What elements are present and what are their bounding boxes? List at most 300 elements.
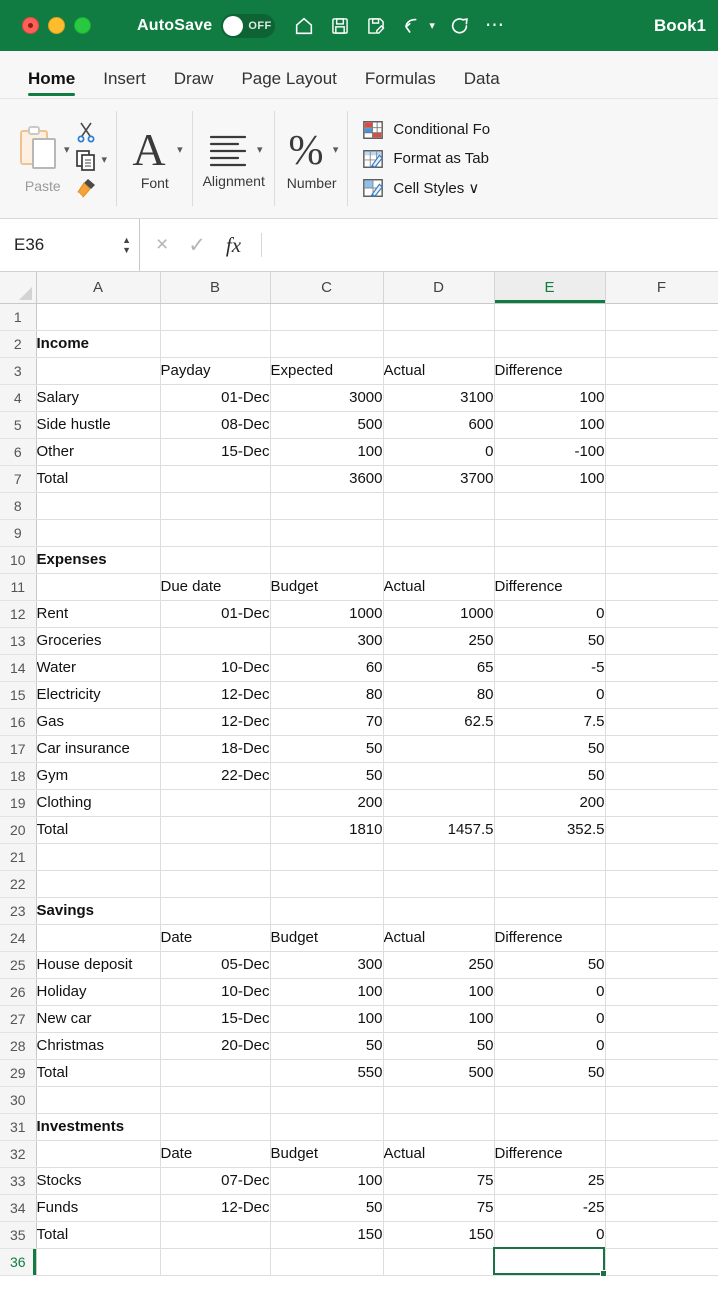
cell-B36[interactable] (160, 1248, 270, 1275)
cell-D26[interactable]: 100 (383, 978, 494, 1005)
cell-D21[interactable] (383, 843, 494, 870)
cell-C19[interactable]: 200 (270, 789, 383, 816)
cell-A29[interactable]: Total (36, 1059, 160, 1086)
row-header-24[interactable]: 24 (0, 924, 36, 951)
cell-C14[interactable]: 60 (270, 654, 383, 681)
cell-F11[interactable] (605, 573, 718, 600)
cell-A16[interactable]: Gas (36, 708, 160, 735)
cell-B15[interactable]: 12-Dec (160, 681, 270, 708)
cell-C30[interactable] (270, 1086, 383, 1113)
cell-B27[interactable]: 15-Dec (160, 1005, 270, 1032)
cell-C20[interactable]: 1810 (270, 816, 383, 843)
row-header-2[interactable]: 2 (0, 330, 36, 357)
cell-E16[interactable]: 7.5 (494, 708, 605, 735)
cell-C16[interactable]: 70 (270, 708, 383, 735)
cell-A21[interactable] (36, 843, 160, 870)
cell-A4[interactable]: Salary (36, 384, 160, 411)
cell-F27[interactable] (605, 1005, 718, 1032)
column-header-f[interactable]: F (605, 272, 718, 303)
cell-C34[interactable]: 50 (270, 1194, 383, 1221)
cell-E17[interactable]: 50 (494, 735, 605, 762)
cell-E8[interactable] (494, 492, 605, 519)
cell-B3[interactable]: Payday (160, 357, 270, 384)
cell-C15[interactable]: 80 (270, 681, 383, 708)
format-as-table-button[interactable] (362, 148, 489, 170)
cell-E23[interactable] (494, 897, 605, 924)
cell-D32[interactable]: Actual (383, 1140, 494, 1167)
cell-F30[interactable] (605, 1086, 718, 1113)
tab-page-layout[interactable]: Page Layout (241, 69, 337, 88)
cell-B14[interactable]: 10-Dec (160, 654, 270, 681)
cell-C26[interactable]: 100 (270, 978, 383, 1005)
cell-C11[interactable]: Budget (270, 573, 383, 600)
cell-A36[interactable] (36, 1248, 160, 1275)
cell-E34[interactable]: -25 (494, 1194, 605, 1221)
cell-E7[interactable]: 100 (494, 465, 605, 492)
row-header-14[interactable]: 14 (0, 654, 36, 681)
cell-B8[interactable] (160, 492, 270, 519)
cell-B6[interactable]: 15-Dec (160, 438, 270, 465)
cell-B35[interactable] (160, 1221, 270, 1248)
cell-B13[interactable] (160, 627, 270, 654)
row-header-21[interactable]: 21 (0, 843, 36, 870)
cell-D25[interactable]: 250 (383, 951, 494, 978)
row-header-13[interactable]: 13 (0, 627, 36, 654)
undo-dropdown-chevron-icon[interactable]: ▾ (429, 20, 435, 32)
cell-C17[interactable]: 50 (270, 735, 383, 762)
cell-C21[interactable] (270, 843, 383, 870)
cell-F8[interactable] (605, 492, 718, 519)
cell-D7[interactable]: 3700 (383, 465, 494, 492)
cell-F12[interactable] (605, 600, 718, 627)
cell-F18[interactable] (605, 762, 718, 789)
cell-E31[interactable] (494, 1113, 605, 1140)
row-header-4[interactable]: 4 (0, 384, 36, 411)
cell-B29[interactable] (160, 1059, 270, 1086)
cell-F25[interactable] (605, 951, 718, 978)
cell-F28[interactable] (605, 1032, 718, 1059)
name-box-spinner[interactable] (122, 236, 131, 254)
cell-A35[interactable]: Total (36, 1221, 160, 1248)
font-dropdown-chevron-icon[interactable]: ▾ (177, 144, 183, 156)
cell-B7[interactable] (160, 465, 270, 492)
cell-E6[interactable]: -100 (494, 438, 605, 465)
cell-C22[interactable] (270, 870, 383, 897)
cell-D17[interactable] (383, 735, 494, 762)
cell-D19[interactable] (383, 789, 494, 816)
paste-button[interactable] (16, 124, 70, 194)
autosave-toggle[interactable] (221, 14, 275, 38)
cell-A24[interactable] (36, 924, 160, 951)
column-header-e[interactable]: E (494, 272, 605, 303)
cell-B2[interactable] (160, 330, 270, 357)
cell-F7[interactable] (605, 465, 718, 492)
cell-C18[interactable]: 50 (270, 762, 383, 789)
autosave-control[interactable] (137, 14, 275, 38)
cell-E2[interactable] (494, 330, 605, 357)
row-header-15[interactable]: 15 (0, 681, 36, 708)
row-header-35[interactable]: 35 (0, 1221, 36, 1248)
cell-A14[interactable]: Water (36, 654, 160, 681)
undo-icon[interactable] (401, 15, 423, 37)
copy-button[interactable] (74, 148, 108, 172)
cell-E10[interactable] (494, 546, 605, 573)
tab-insert[interactable]: Insert (103, 69, 146, 88)
cell-F26[interactable] (605, 978, 718, 1005)
cell-E14[interactable]: -5 (494, 654, 605, 681)
cell-D12[interactable]: 1000 (383, 600, 494, 627)
cell-F14[interactable] (605, 654, 718, 681)
cell-F34[interactable] (605, 1194, 718, 1221)
cell-F24[interactable] (605, 924, 718, 951)
cell-D4[interactable]: 3100 (383, 384, 494, 411)
column-header-a[interactable]: A (36, 272, 160, 303)
cell-E32[interactable]: Difference (494, 1140, 605, 1167)
cell-A2[interactable]: Income (36, 330, 160, 357)
cell-D22[interactable] (383, 870, 494, 897)
cell-C32[interactable]: Budget (270, 1140, 383, 1167)
cell-A15[interactable]: Electricity (36, 681, 160, 708)
format-painter-button[interactable] (74, 176, 98, 200)
cell-B17[interactable]: 18-Dec (160, 735, 270, 762)
cell-B21[interactable] (160, 843, 270, 870)
row-header-23[interactable]: 23 (0, 897, 36, 924)
cell-C1[interactable] (270, 303, 383, 330)
cell-B4[interactable]: 01-Dec (160, 384, 270, 411)
cell-E24[interactable]: Difference (494, 924, 605, 951)
cell-A7[interactable]: Total (36, 465, 160, 492)
cell-A25[interactable]: House deposit (36, 951, 160, 978)
cell-B24[interactable]: Date (160, 924, 270, 951)
cell-C25[interactable]: 300 (270, 951, 383, 978)
cell-C8[interactable] (270, 492, 383, 519)
cell-A1[interactable] (36, 303, 160, 330)
cell-B26[interactable]: 10-Dec (160, 978, 270, 1005)
cell-E3[interactable]: Difference (494, 357, 605, 384)
name-box[interactable] (0, 219, 140, 271)
cell-C4[interactable]: 3000 (270, 384, 383, 411)
cell-B1[interactable] (160, 303, 270, 330)
cell-A12[interactable]: Rent (36, 600, 160, 627)
cell-B28[interactable]: 20-Dec (160, 1032, 270, 1059)
cell-D5[interactable]: 600 (383, 411, 494, 438)
cell-F17[interactable] (605, 735, 718, 762)
cell-A26[interactable]: Holiday (36, 978, 160, 1005)
conditional-formatting-button[interactable] (362, 119, 490, 141)
cell-F35[interactable] (605, 1221, 718, 1248)
cell-F4[interactable] (605, 384, 718, 411)
cell-A18[interactable]: Gym (36, 762, 160, 789)
cell-C10[interactable] (270, 546, 383, 573)
cell-A22[interactable] (36, 870, 160, 897)
row-header-26[interactable]: 26 (0, 978, 36, 1005)
save-as-icon[interactable] (365, 15, 387, 37)
spinner-up-icon[interactable]: ▲ (122, 235, 131, 245)
row-header-33[interactable]: 33 (0, 1167, 36, 1194)
cell-C29[interactable]: 550 (270, 1059, 383, 1086)
cell-B33[interactable]: 07-Dec (160, 1167, 270, 1194)
cell-B5[interactable]: 08-Dec (160, 411, 270, 438)
cell-A32[interactable] (36, 1140, 160, 1167)
cell-D27[interactable]: 100 (383, 1005, 494, 1032)
cell-B31[interactable] (160, 1113, 270, 1140)
cell-E11[interactable]: Difference (494, 573, 605, 600)
cell-C35[interactable]: 150 (270, 1221, 383, 1248)
row-header-36[interactable]: 36 (0, 1248, 36, 1275)
cell-F6[interactable] (605, 438, 718, 465)
cell-D33[interactable]: 75 (383, 1167, 494, 1194)
cell-E1[interactable] (494, 303, 605, 330)
cell-D35[interactable]: 150 (383, 1221, 494, 1248)
cell-C3[interactable]: Expected (270, 357, 383, 384)
cell-E25[interactable]: 50 (494, 951, 605, 978)
cell-F10[interactable] (605, 546, 718, 573)
home-icon[interactable] (293, 15, 315, 37)
row-header-9[interactable]: 9 (0, 519, 36, 546)
cell-B25[interactable]: 05-Dec (160, 951, 270, 978)
cell-E9[interactable] (494, 519, 605, 546)
row-header-30[interactable]: 30 (0, 1086, 36, 1113)
cell-B19[interactable] (160, 789, 270, 816)
row-header-28[interactable]: 28 (0, 1032, 36, 1059)
cell-E12[interactable]: 0 (494, 600, 605, 627)
tab-home[interactable]: Home (14, 69, 89, 98)
cell-styles-button[interactable] (362, 177, 479, 199)
cell-D29[interactable]: 500 (383, 1059, 494, 1086)
paste-dropdown-chevron-icon[interactable]: ▾ (64, 144, 70, 156)
cell-C36[interactable] (270, 1248, 383, 1275)
cell-D28[interactable]: 50 (383, 1032, 494, 1059)
cell-C24[interactable]: Budget (270, 924, 383, 951)
cell-D24[interactable]: Actual (383, 924, 494, 951)
cancel-entry-icon[interactable]: × (156, 233, 169, 256)
column-header-c[interactable]: C (270, 272, 383, 303)
cell-E29[interactable]: 50 (494, 1059, 605, 1086)
cell-A20[interactable]: Total (36, 816, 160, 843)
cell-F31[interactable] (605, 1113, 718, 1140)
font-group[interactable] (117, 99, 193, 218)
cell-D2[interactable] (383, 330, 494, 357)
cell-E22[interactable] (494, 870, 605, 897)
cell-D20[interactable]: 1457.5 (383, 816, 494, 843)
cell-B30[interactable] (160, 1086, 270, 1113)
cell-A11[interactable] (36, 573, 160, 600)
cell-B18[interactable]: 22-Dec (160, 762, 270, 789)
cell-D6[interactable]: 0 (383, 438, 494, 465)
cell-D16[interactable]: 62.5 (383, 708, 494, 735)
row-header-10[interactable]: 10 (0, 546, 36, 573)
cell-F3[interactable] (605, 357, 718, 384)
cell-F29[interactable] (605, 1059, 718, 1086)
cell-C27[interactable]: 100 (270, 1005, 383, 1032)
row-header-11[interactable]: 11 (0, 573, 36, 600)
cell-B11[interactable]: Due date (160, 573, 270, 600)
number-group[interactable] (275, 99, 349, 218)
row-header-1[interactable]: 1 (0, 303, 36, 330)
cell-D11[interactable]: Actual (383, 573, 494, 600)
cell-D1[interactable] (383, 303, 494, 330)
cell-B34[interactable]: 12-Dec (160, 1194, 270, 1221)
cell-B23[interactable] (160, 897, 270, 924)
maximize-window-button[interactable] (74, 17, 91, 34)
spinner-down-icon[interactable]: ▼ (122, 245, 131, 255)
cell-A31[interactable]: Investments (36, 1113, 160, 1140)
cell-F2[interactable] (605, 330, 718, 357)
cell-D14[interactable]: 65 (383, 654, 494, 681)
tab-formulas[interactable]: Formulas (364, 69, 436, 88)
row-header-34[interactable]: 34 (0, 1194, 36, 1221)
row-header-29[interactable]: 29 (0, 1059, 36, 1086)
row-header-8[interactable]: 8 (0, 492, 36, 519)
cell-D9[interactable] (383, 519, 494, 546)
cell-D34[interactable]: 75 (383, 1194, 494, 1221)
row-header-31[interactable]: 31 (0, 1113, 36, 1140)
cell-E4[interactable]: 100 (494, 384, 605, 411)
cell-F21[interactable] (605, 843, 718, 870)
cell-C31[interactable] (270, 1113, 383, 1140)
cell-D31[interactable] (383, 1113, 494, 1140)
cell-A6[interactable]: Other (36, 438, 160, 465)
row-header-19[interactable]: 19 (0, 789, 36, 816)
cell-D36[interactable] (383, 1248, 494, 1275)
cell-E26[interactable]: 0 (494, 978, 605, 1005)
cell-E13[interactable]: 50 (494, 627, 605, 654)
svg-text:A: A (132, 126, 166, 173)
row-header-32[interactable]: 32 (0, 1140, 36, 1167)
cell-B9[interactable] (160, 519, 270, 546)
cell-C5[interactable]: 500 (270, 411, 383, 438)
row-header-20[interactable]: 20 (0, 816, 36, 843)
cell-A10[interactable]: Expenses (36, 546, 160, 573)
cell-F9[interactable] (605, 519, 718, 546)
cell-A8[interactable] (36, 492, 160, 519)
cell-A5[interactable]: Side hustle (36, 411, 160, 438)
cell-C28[interactable]: 50 (270, 1032, 383, 1059)
cell-F22[interactable] (605, 870, 718, 897)
cell-C23[interactable] (270, 897, 383, 924)
cell-A23[interactable]: Savings (36, 897, 160, 924)
cell-F32[interactable] (605, 1140, 718, 1167)
cell-F16[interactable] (605, 708, 718, 735)
cell-A19[interactable]: Clothing (36, 789, 160, 816)
close-window-button[interactable] (22, 17, 39, 34)
cell-A33[interactable]: Stocks (36, 1167, 160, 1194)
cell-B20[interactable] (160, 816, 270, 843)
cell-C6[interactable]: 100 (270, 438, 383, 465)
more-options-icon[interactable]: ⋯ (484, 14, 506, 36)
cell-A34[interactable]: Funds (36, 1194, 160, 1221)
row-header-16[interactable]: 16 (0, 708, 36, 735)
cell-D8[interactable] (383, 492, 494, 519)
row-header-3[interactable]: 3 (0, 357, 36, 384)
cell-A3[interactable] (36, 357, 160, 384)
row-header-18[interactable]: 18 (0, 762, 36, 789)
cell-D10[interactable] (383, 546, 494, 573)
cell-D3[interactable]: Actual (383, 357, 494, 384)
cell-E18[interactable]: 50 (494, 762, 605, 789)
cell-B10[interactable] (160, 546, 270, 573)
cell-F5[interactable] (605, 411, 718, 438)
minimize-window-button[interactable] (48, 17, 65, 34)
cell-D23[interactable] (383, 897, 494, 924)
insert-function-icon[interactable]: fx (225, 232, 242, 257)
row-header-5[interactable]: 5 (0, 411, 36, 438)
cell-B22[interactable] (160, 870, 270, 897)
column-header-b[interactable]: B (160, 272, 270, 303)
column-header-d[interactable]: D (383, 272, 494, 303)
alignment-dropdown-chevron-icon[interactable]: ▾ (256, 144, 263, 156)
cell-F1[interactable] (605, 303, 718, 330)
confirm-entry-icon[interactable]: ✓ (188, 233, 206, 257)
cell-C2[interactable] (270, 330, 383, 357)
cell-F23[interactable] (605, 897, 718, 924)
cell-B12[interactable]: 01-Dec (160, 600, 270, 627)
cell-E20[interactable]: 352.5 (494, 816, 605, 843)
row-header-12[interactable]: 12 (0, 600, 36, 627)
cell-E21[interactable] (494, 843, 605, 870)
cell-A9[interactable] (36, 519, 160, 546)
cell-C12[interactable]: 1000 (270, 600, 383, 627)
cell-A17[interactable]: Car insurance (36, 735, 160, 762)
row-header-27[interactable]: 27 (0, 1005, 36, 1032)
cell-E30[interactable] (494, 1086, 605, 1113)
cell-F13[interactable] (605, 627, 718, 654)
cell-F36[interactable] (605, 1248, 718, 1275)
cell-F20[interactable] (605, 816, 718, 843)
tab-data[interactable]: Data (463, 69, 500, 88)
row-header-6[interactable]: 6 (0, 438, 36, 465)
cell-A30[interactable] (36, 1086, 160, 1113)
tab-draw[interactable]: Draw (173, 69, 214, 88)
copy-dropdown-chevron-icon[interactable]: ▾ (101, 154, 108, 166)
cell-E33[interactable]: 25 (494, 1167, 605, 1194)
cell-C33[interactable]: 100 (270, 1167, 383, 1194)
cell-B16[interactable]: 12-Dec (160, 708, 270, 735)
number-dropdown-chevron-icon[interactable]: ▾ (332, 144, 339, 156)
cell-D18[interactable] (383, 762, 494, 789)
cell-F19[interactable] (605, 789, 718, 816)
row-header-22[interactable]: 22 (0, 870, 36, 897)
cell-E19[interactable]: 200 (494, 789, 605, 816)
cell-E36[interactable] (494, 1248, 605, 1275)
cell-C13[interactable]: 300 (270, 627, 383, 654)
row-header-17[interactable]: 17 (0, 735, 36, 762)
cell-D30[interactable] (383, 1086, 494, 1113)
cell-A28[interactable]: Christmas (36, 1032, 160, 1059)
cell-A13[interactable]: Groceries (36, 627, 160, 654)
cell-D15[interactable]: 80 (383, 681, 494, 708)
cell-E27[interactable]: 0 (494, 1005, 605, 1032)
cut-button[interactable] (74, 120, 98, 144)
cell-C7[interactable]: 3600 (270, 465, 383, 492)
cell-E15[interactable]: 0 (494, 681, 605, 708)
cell-F15[interactable] (605, 681, 718, 708)
select-all-corner[interactable] (0, 272, 36, 303)
redo-icon[interactable] (449, 15, 471, 37)
cell-A27[interactable]: New car (36, 1005, 160, 1032)
cell-C9[interactable] (270, 519, 383, 546)
cell-E28[interactable]: 0 (494, 1032, 605, 1059)
save-icon[interactable] (329, 15, 351, 37)
cell-B32[interactable]: Date (160, 1140, 270, 1167)
row-header-25[interactable]: 25 (0, 951, 36, 978)
cell-E5[interactable]: 100 (494, 411, 605, 438)
alignment-group[interactable] (193, 99, 275, 218)
row-header-7[interactable]: 7 (0, 465, 36, 492)
cell-D13[interactable]: 250 (383, 627, 494, 654)
cell-E35[interactable]: 0 (494, 1221, 605, 1248)
cell-F33[interactable] (605, 1167, 718, 1194)
